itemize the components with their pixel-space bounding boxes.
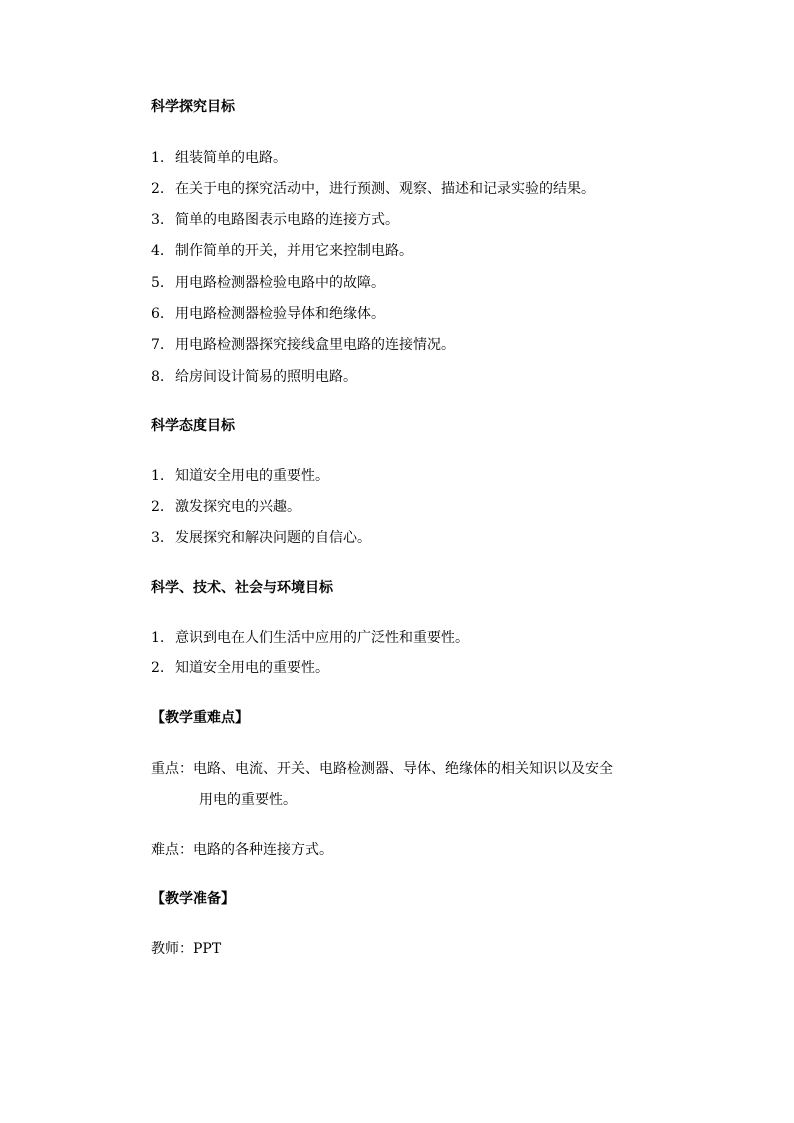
list-item-number: 2.: [151, 499, 165, 515]
list-item: [151, 240, 413, 260]
list-item-number: 1.: [151, 630, 165, 646]
list-item: [151, 334, 455, 354]
section-heading-attitude: 科学态度目标: [151, 418, 235, 434]
list-item-number: 6.: [151, 306, 165, 322]
list-item-text: 激发探究电的兴趣。: [175, 499, 301, 515]
key-point-line: 重点：电路、电流、开关、电路检测器、导体、绝缘体的相关知识以及安全: [151, 761, 613, 777]
list-item-number: 1.: [151, 468, 165, 484]
list-item-text: 用电路检测器检验电路中的故障。: [175, 275, 385, 291]
list-item-text: 在关于电的探究活动中，进行预测、观察、描述和记录实验的结果。: [175, 181, 595, 197]
list-item: [151, 272, 385, 292]
key-point-continuation: 用电的重要性。: [199, 792, 297, 808]
list-item-number: 3.: [151, 212, 165, 228]
list-item-text: 用电路检测器探究接线盒里电路的连接情况。: [175, 337, 455, 353]
list-item-text: 发展探究和解决问题的自信心。: [175, 530, 371, 546]
list-item: [151, 209, 399, 229]
teacher-preparation-line: 教师：PPT: [151, 941, 222, 957]
section-heading-keypoints: 【教学重难点】: [151, 710, 249, 726]
list-item-number: 1.: [151, 150, 165, 166]
list-item-text: 给房间设计简易的照明电路。: [175, 369, 357, 385]
list-item-text: 知道安全用电的重要性。: [175, 660, 329, 676]
list-item: [151, 657, 329, 677]
list-item: [151, 527, 371, 547]
section-heading-inquiry: 科学探究目标: [151, 99, 235, 115]
list-item-text: 用电路检测器检验导体和绝缘体。: [175, 306, 385, 322]
list-item-text: 意识到电在人们生活中应用的广泛性和重要性。: [175, 630, 469, 646]
list-item: [151, 366, 357, 386]
list-item-number: 2.: [151, 181, 165, 197]
list-item-number: 2.: [151, 660, 165, 676]
list-item-text: 组装简单的电路。: [175, 150, 287, 166]
section-heading-preparation: 【教学准备】: [151, 891, 235, 907]
section-heading-stse: 科学、技术、社会与环境目标: [151, 580, 333, 596]
list-item-text: 简单的电路图表示电路的连接方式。: [175, 212, 399, 228]
list-item: [151, 303, 385, 323]
list-item: [151, 627, 469, 647]
list-item-text: 制作简单的开关，并用它来控制电路。: [175, 243, 413, 259]
list-item: [151, 147, 287, 167]
list-item-text: 知道安全用电的重要性。: [175, 468, 329, 484]
list-item: [151, 465, 329, 485]
list-item-number: 3.: [151, 530, 165, 546]
list-item: [151, 496, 301, 516]
list-item: [151, 178, 595, 198]
list-item-number: 7.: [151, 337, 165, 353]
list-item-number: 4.: [151, 243, 165, 259]
list-item-number: 8.: [151, 369, 165, 385]
difficulty-line: 难点：电路的各种连接方式。: [151, 842, 333, 858]
list-item-number: 5.: [151, 275, 165, 291]
